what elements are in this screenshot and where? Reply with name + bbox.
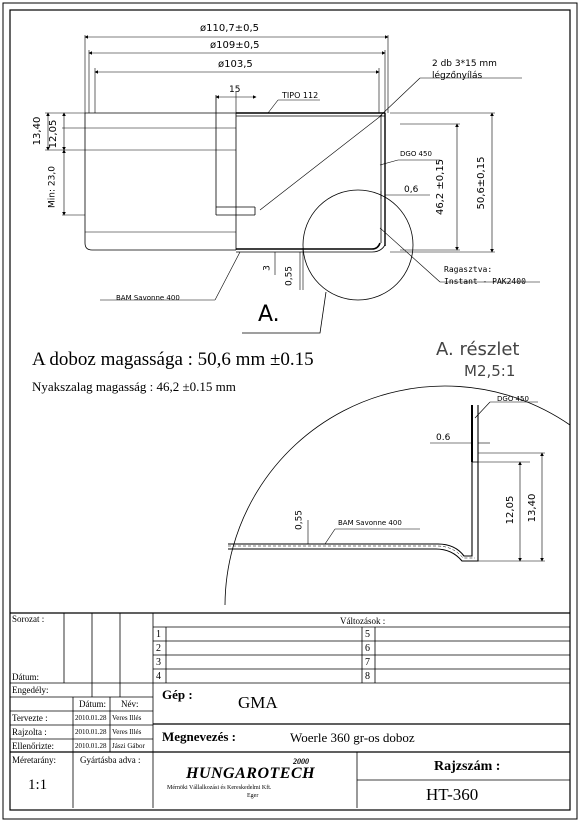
view-a-label: A. <box>258 302 280 327</box>
label-rajzolta: Rajzolta : <box>12 727 47 737</box>
change-row-4: 4 <box>156 671 161 682</box>
value-gep: GMA <box>238 693 278 712</box>
dim-15: 15 <box>229 85 241 95</box>
detail-13-40: 13,40 <box>527 493 538 523</box>
change-row-3: 3 <box>156 657 161 668</box>
dim-0-55: 0,55 <box>284 265 295 287</box>
detail-circle-marker <box>303 190 413 300</box>
change-row-8: 8 <box>365 671 370 682</box>
label-gep: Gép : <box>162 687 193 702</box>
heading-box-height: A doboz magassága : 50,6 mm ±0.15 <box>32 349 314 370</box>
label-glue-1: Ragasztva: <box>444 265 493 274</box>
dim-0-6: 0,6 <box>404 185 419 195</box>
label-gyartasba: Gyártásba adva : <box>80 755 141 765</box>
detail-0-55: 0,55 <box>294 509 305 531</box>
name-ellenorizte: Jászi Gábor <box>112 742 145 750</box>
value-megnevezes: Woerle 360 gr-os doboz <box>290 730 415 745</box>
name-rajzolta: Veres Illés <box>112 728 142 736</box>
dim-46-2: 46,2 ±0,15 <box>435 158 446 216</box>
detail-title: A. részlet <box>436 339 520 360</box>
label-vent-1: 2 db 3*15 mm <box>432 59 497 69</box>
detail-0-6: 0.6 <box>436 433 451 443</box>
detail-arc <box>225 386 570 605</box>
company-sub-2: Eger <box>247 793 259 799</box>
detail-12-05: 12,05 <box>505 495 516 525</box>
label-vent-2: légzőnyílás <box>432 71 483 81</box>
change-row-5: 5 <box>365 629 370 640</box>
main-view <box>85 95 385 252</box>
value-rajzszam: HT-360 <box>426 785 479 804</box>
detail-dgo: DGO 450 <box>497 395 529 403</box>
dim-min-23: Min: 23,0 <box>47 166 58 208</box>
label-datum-left: Dátum: <box>12 672 39 682</box>
detail-bam: BAM Savonne 400 <box>338 519 402 527</box>
name-tervezte: Veres Illés <box>112 714 142 722</box>
label-ellenorizte: Ellenőrizte: <box>12 741 54 751</box>
company-logo: HUNGAROTECH <box>186 765 316 782</box>
label-engedely: Engedély: <box>12 685 49 695</box>
label-sorozat: Sorozat : <box>12 614 45 624</box>
detail-view <box>225 386 570 605</box>
col-nev: Név: <box>121 699 139 709</box>
dim-13-40: 13,40 <box>32 116 43 146</box>
dim-d103: ø103,5 <box>218 59 253 70</box>
label-tervezte: Tervezte : <box>12 713 48 723</box>
label-tipo: TIPO 112 <box>282 91 319 100</box>
label-rajzszam: Rajzszám : <box>434 759 501 774</box>
label-megnevezes: Megnevezés : <box>162 729 236 744</box>
dim-12-05: 12,05 <box>48 119 59 149</box>
change-row-1: 1 <box>156 629 161 640</box>
label-meretarany: Méretarány: <box>12 755 56 765</box>
change-row-6: 6 <box>365 643 370 654</box>
inner-border <box>10 10 570 810</box>
change-row-7: 7 <box>365 657 370 668</box>
detail-scale: M2,5:1 <box>464 362 516 380</box>
label-glue-2: Instant - PAK2400 <box>444 277 526 286</box>
dim-d110: ø110,7±0,5 <box>200 23 260 34</box>
date-tervezte: 2010.01.28 <box>75 714 107 722</box>
label-bam: BAM Savonne 400 <box>116 294 180 302</box>
box-outline-left <box>85 113 236 250</box>
date-ellenorizte: 2010.01.28 <box>75 742 107 750</box>
dim-3: 3 <box>262 265 273 271</box>
dim-d109: ø109±0,5 <box>210 40 260 51</box>
company-sub-1: Mérnöki Vállalkozási és Kereskedelmi Kft. <box>167 785 272 791</box>
company-year: 2000 <box>293 757 309 766</box>
label-dgo: DGO 450 <box>400 150 432 158</box>
date-rajzolta: 2010.01.28 <box>75 728 107 736</box>
scale-value: 1:1 <box>28 777 48 793</box>
heading-neck-height: Nyakszalag magasság : 46,2 ±0.15 mm <box>32 379 236 394</box>
dim-50-6: 50,6±0,15 <box>476 156 487 210</box>
col-datum: Dátum: <box>79 699 106 709</box>
detail-leader <box>242 292 326 333</box>
label-valtozasok: Változások : <box>340 616 386 626</box>
change-row-2: 2 <box>156 643 161 654</box>
